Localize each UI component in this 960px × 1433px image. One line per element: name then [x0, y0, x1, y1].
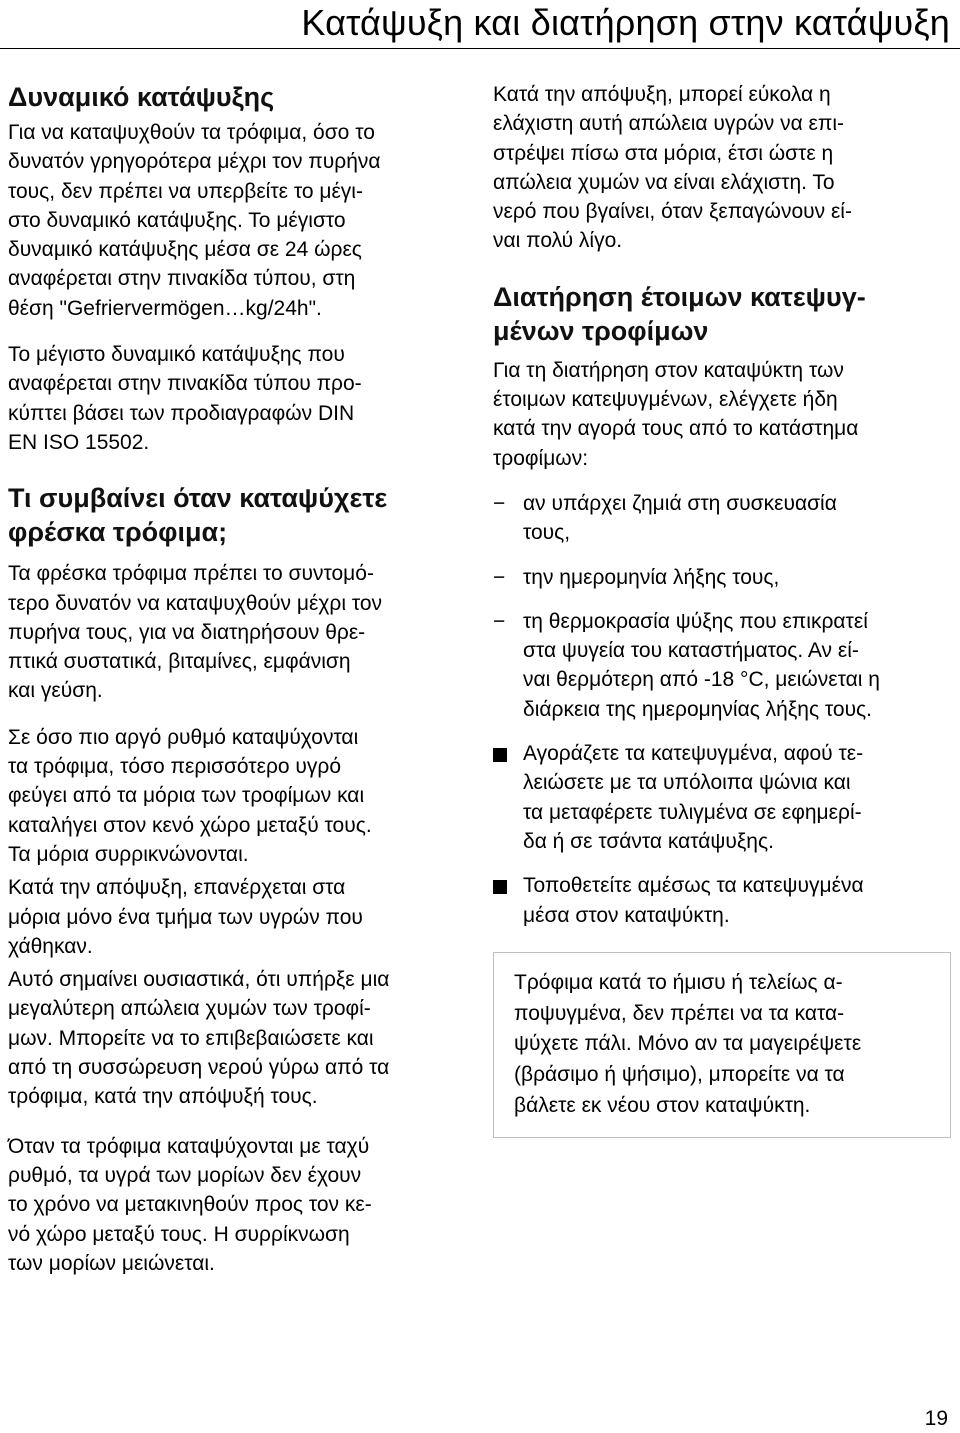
text-line: μόρια μόνο ένα τμήμα των υγρών που — [8, 905, 363, 929]
text-line: τροφίμων: — [493, 446, 589, 470]
dash-marker-icon: − — [493, 491, 506, 515]
text-line: Αυτό σημαίνει ουσιαστικά, ότι υπήρξε μια — [8, 968, 390, 992]
dash-marker-icon: − — [493, 565, 506, 589]
list-item-text-line: ναι θερμότερη από -18 °C, μειώνεται η — [523, 668, 880, 692]
text-line: Τι συμβαίνει όταν καταψύχετε — [8, 483, 388, 514]
text-line: κύπτει βάσει των προδιαγραφών DIN — [8, 401, 355, 425]
text-line: Για να καταψυχθούν τα τρόφιμα, όσο το — [8, 121, 375, 144]
paragraph-fresh-food-4 — [8, 965, 468, 1111]
text-line: νερό που βγαίνει, όταν ξεπαγώνουν εί- — [493, 200, 852, 224]
list-item-text-line: διάρκεια της ημερομηνίας λήξης τους. — [523, 697, 873, 721]
page-header — [0, 0, 960, 49]
text-line: τους, δεν πρέπει να υπερβείτε το μέγι- — [8, 179, 363, 203]
page-title: Κατάψυξη και διατήρηση στην κατάψυξη — [301, 2, 950, 43]
text-line: Όταν τα τρόφιμα καταψύχονται με ταχύ — [8, 1134, 370, 1158]
text-line: Σε όσο πιο αργό ρυθμό καταψύχονται — [8, 725, 359, 749]
text-line: αναφέρεται στην πινακίδα τύπου προ- — [8, 372, 362, 396]
text-line: κατά την αγορά τους από το κατάστημα — [493, 417, 859, 441]
text-line: Το μέγιστο δυναμικό κατάψυξης που — [8, 343, 345, 367]
text-line: τερο δυνατόν να καταψυχθούν μέχρι τον — [8, 591, 383, 615]
list-item-text-line: Αγοράζετε τα κατεψυγμένα, αφού τε- — [523, 742, 864, 766]
paragraph-din-standard — [8, 340, 468, 457]
text-line: βάλετε εκ νέου στον καταψύκτη. — [514, 1093, 811, 1117]
text-line: ελάχιστη αυτή απώλεια υγρών να επι- — [493, 112, 845, 136]
text-line: τρόφιμα, κατά την απόψυξή τους. — [8, 1085, 318, 1109]
text-line: ναι πολύ λίγο. — [493, 229, 623, 253]
text-line: μων. Μπορείτε να το επιβεβαιώσετε και — [8, 1026, 374, 1050]
text-line: μένων τροφίμων — [493, 315, 709, 346]
text-line: Τα μόρια συρρικνώνονται. — [8, 842, 249, 866]
list-item — [493, 739, 953, 856]
page-number: 19 — [924, 1407, 948, 1430]
list-item — [493, 607, 953, 724]
text-line: δυνατόν γρηγορότερα μέχρι τον πυρήνα — [8, 150, 381, 174]
text-line: πυρήνα τους, για να διατηρήσουν θρε- — [8, 620, 366, 644]
right-column — [493, 80, 953, 1138]
text-line: έτοιμων κατεψυγμένων, ελέγχετε ήδη — [493, 388, 838, 412]
text-line: και γεύση. — [8, 679, 103, 703]
text-line: στο δυναμικό κατάψυξης. Το μέγιστο — [8, 208, 346, 232]
list-item-text-line: μέσα στον καταψύκτη. — [523, 903, 730, 927]
paragraph-frozen-check — [493, 356, 953, 473]
text-line: νό χώρο μεταξύ τους. Η συρρίκνωση — [8, 1222, 350, 1246]
text-line: ποψυγμένα, δεν πρέπει να τα κατα- — [514, 1001, 845, 1025]
list-item-text-line: αν υπάρχει ζημιά στη συσκευασία — [523, 491, 837, 515]
list-item-text-line: Τοποθετείτε αμέσως τα κατεψυγμένα — [523, 874, 864, 898]
list-item-text-line: την ημερομηνία λήξης τους, — [523, 565, 780, 589]
text-line: Τρόφιμα κατά το ήμισυ ή τελείως α- — [514, 970, 843, 994]
text-line: ρυθμό, τα υγρά των μορίων δεν έχουν — [8, 1163, 362, 1187]
paragraph-thawing — [493, 80, 953, 256]
list-item-text-line: στα ψυγεία του καταστήματος. Αν εί- — [523, 639, 859, 663]
list-item-text-line: δα ή σε τσάντα κατάψυξης. — [523, 829, 774, 853]
dash-marker-icon: − — [493, 609, 506, 633]
paragraph-fresh-food-5 — [8, 1132, 468, 1278]
section-heading-freezing-capacity: Δυναμικό κατάψυξης — [8, 82, 275, 112]
text-line: αναφέρεται στην πινακίδα τύπου, στη — [8, 267, 356, 291]
text-line: ψύχετε πάλι. Μόνο αν τα μαγειρέψετε — [514, 1032, 862, 1056]
text-line: των μορίων μειώνεται. — [8, 1251, 215, 1275]
text-line: Κατά την απόψυξη, επανέρχεται στα — [8, 876, 346, 900]
text-line: φεύγει από τα μόρια των τροφίμων και — [8, 784, 365, 808]
text-line: μεγαλύτερη απώλεια χυμών των τροφί- — [8, 997, 371, 1021]
paragraph-fresh-food-2 — [8, 723, 468, 869]
paragraph-fresh-food-1 — [8, 559, 468, 705]
list-item — [493, 563, 953, 592]
section-heading-frozen-food-storage — [493, 280, 953, 348]
left-column — [8, 80, 468, 1278]
text-line: Τα φρέσκα τρόφιμα πρέπει το συντομό- — [8, 562, 374, 586]
list-item-text-line: τα μεταφέρετε τυλιγμένα σε εφημερί- — [523, 800, 862, 824]
square-bullet-icon — [493, 748, 507, 762]
list-item-text-line: τους, — [523, 521, 571, 545]
text-line: απώλεια χυμών να είναι ελάχιστη. Το — [493, 170, 835, 194]
text-line: φρέσκα τρόφιμα; — [8, 517, 228, 548]
text-line: από τη συσσώρευση νερού γύρω από τα — [8, 1056, 390, 1080]
text-line: δυναμικό κατάψυξης μέσα σε 24 ώρες — [8, 238, 362, 262]
paragraph-fresh-food-3 — [8, 873, 468, 961]
paragraph-freezing-capacity — [8, 118, 468, 323]
list-item — [493, 871, 953, 930]
text-line: θέση "Gefriervermögen…kg/24h". — [8, 296, 322, 320]
text-line: Διατήρηση έτοιμων κατεψυγ- — [493, 281, 866, 312]
check-list — [493, 489, 953, 724]
text-line: (βράσιμο ή ψήσιμο), μπορείτε να τα — [514, 1062, 845, 1086]
text-line: χάθηκαν. — [8, 934, 93, 958]
section-heading-fresh-food — [8, 481, 468, 549]
note-box — [493, 952, 951, 1139]
list-item-text-line: τη θερμοκρασία ψύξης που επικρατεί — [523, 609, 868, 633]
list-item — [493, 489, 953, 548]
text-line: Για τη διατήρηση στον καταψύκτη των — [493, 358, 844, 382]
text-line: πτικά συστατικά, βιταμίνες, εμφάνιση — [8, 650, 351, 674]
text-line: τα τρόφιμα, τόσο περισσότερο υγρό — [8, 755, 342, 779]
square-bullet-icon — [493, 880, 507, 894]
instruction-list — [493, 739, 953, 930]
note-text — [514, 968, 932, 1122]
list-item-text-line: λειώσετε με τα υπόλοιπα ψώνια και — [523, 771, 851, 795]
text-line: EN ISO 15502. — [8, 430, 150, 454]
text-line: Κατά την απόψυξη, μπορεί εύκολα η — [493, 83, 831, 106]
text-line: στρέψει πίσω στα μόρια, έτσι ώστε η — [493, 141, 834, 165]
text-line: καταλήγει στον κενό χώρο μεταξύ τους. — [8, 813, 372, 837]
text-line: το χρόνο να μετακινηθούν προς τον κε- — [8, 1193, 372, 1217]
